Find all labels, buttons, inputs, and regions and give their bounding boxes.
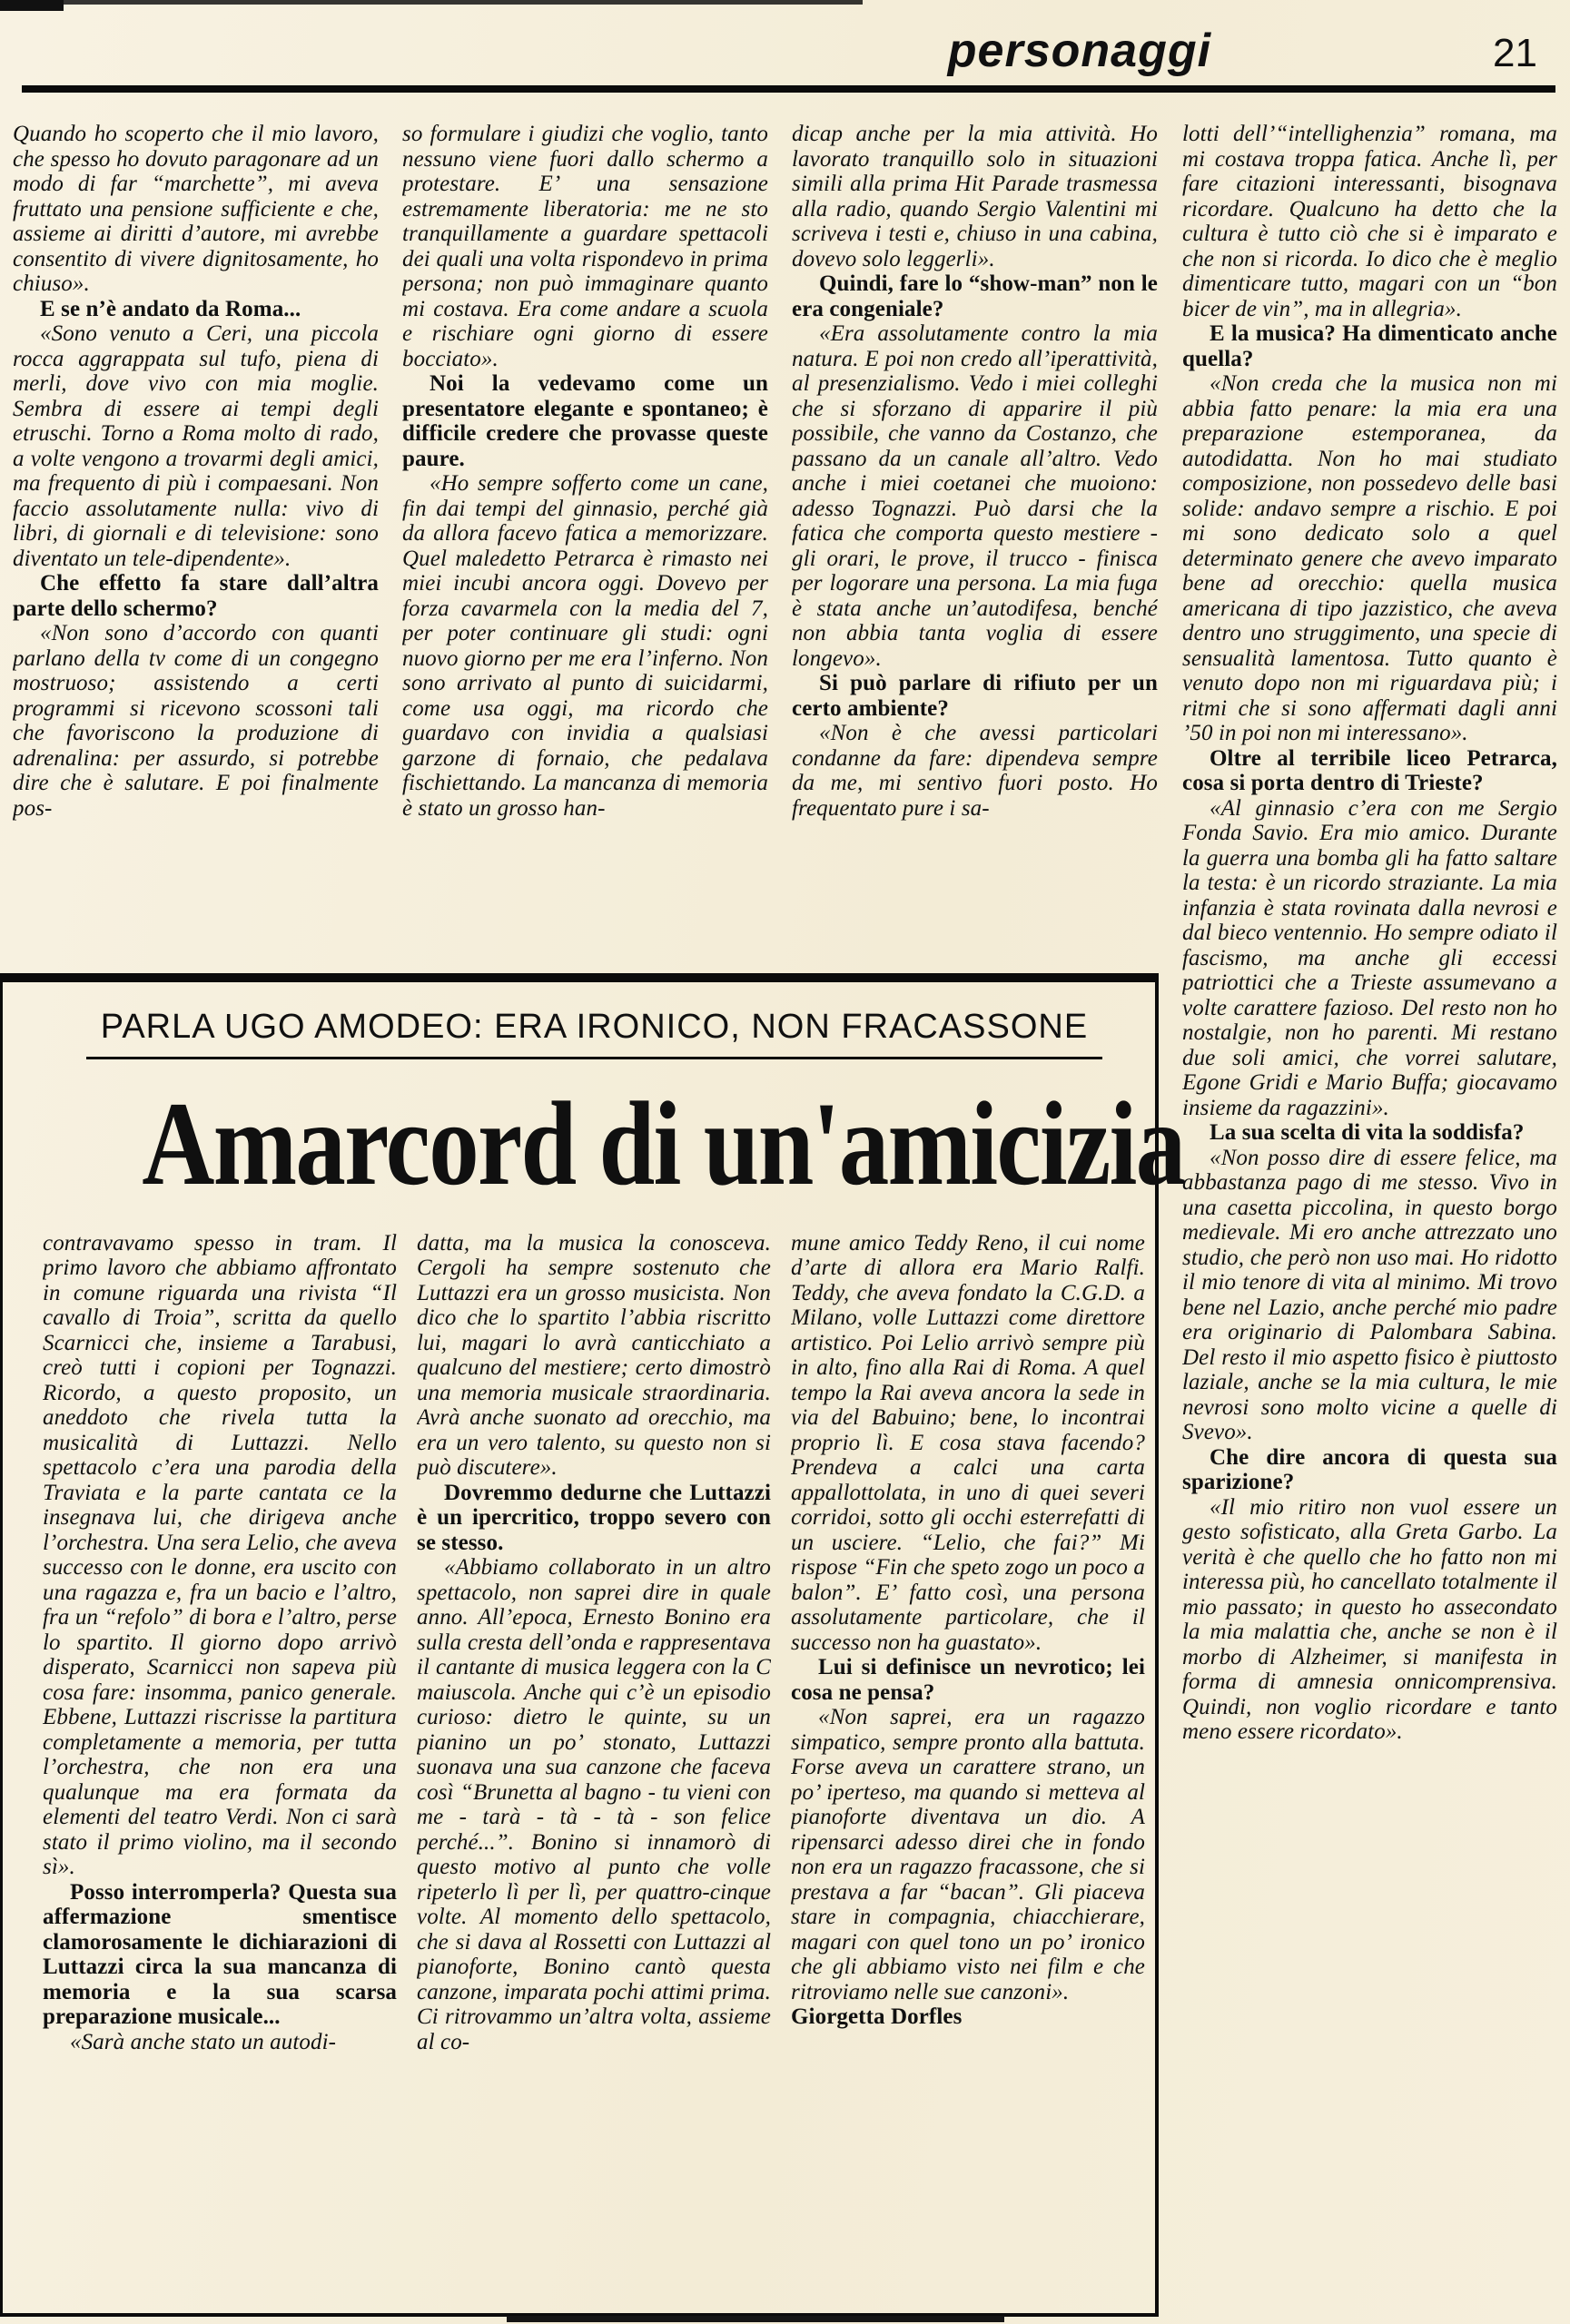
interview-answer: dicap anche per la mia attività. Ho lavorato tranquillo solo in situazioni simili alla prima Hit Parade trasmessa alla radio, quando Sergio Valentini mi scriveva i testi e, chiuso in una cabina, dovevo solo leggerli». (792, 122, 1158, 271)
interview-column-2 (402, 122, 768, 973)
article-headline-text: Amarcord di un'amicizia (142, 1077, 1185, 1210)
section-title: personaggi (947, 25, 1212, 77)
interview-question: Lui si definisce un nevrotico; lei cosa ne pensa? (791, 1655, 1145, 1705)
interview-answer: «Al ginnasio c’era con me Sergio Fonda Savio. Era mio amico. Durante la guerra una bomba gli ha fatto saltare la testa: è un ricordo straziante. La mia infanzia è stata rovinata dalla nevrosi e dal bieco ventennio. Ho sempre odiato il fascismo, ma anche gli eccessi patriottici che a Trieste assumevano a volte carattere fazioso. Del resto non ho nostalgie, non ho parenti. Mi restano due soli amici, che vorrei salutare, Egone Gridi e Mario Buffa; giocavamo insieme da ragazzini». (1182, 795, 1557, 1120)
boxed-article (0, 973, 1185, 2317)
interview-answer: lotti dell’“intellighenzia” romana, ma mi costava troppa fatica. Anche lì, per fare citazioni interessanti, bisognava ricordare. Qualcuno ha detto che la cultura è tutto ciò che si è imparato e che non si ricorda. Io dico che è meglio dimenticare tutto, magari con un “bon bicer de vin”, ma in allegria». (1182, 122, 1557, 321)
interview-question: E la musica? Ha dimenticato anche quella? (1182, 321, 1557, 371)
interview-answer: «Non è che avessi particolari condanne da fare: dipendeva sempre da me, mi sentivo fuori posto. Ho frequentato pure i sa- (792, 721, 1158, 821)
interview-question: Quindi, fare lo “show-man” non le era congeniale? (792, 271, 1158, 321)
article-paragraph: datta, ma la musica la conosceva. Cergoli ha sempre sostenuto che Luttazzi era un grosso musicista. Non dico che lo spartito l’abbia riscritto lui, magari lo avrà canticchiato a qualcuno del mestiere; certo dimostrò una memoria musicale straordinaria. Avrà anche suonato ad orecchio, ma era un vero talento, su questo non si può discutere». (417, 1230, 771, 1481)
interview-answer: so formulare i giudizi che voglio, tanto nessuno viene fuori dallo schermo a protestare. E’ una sensazione estremamente liberatoria: me ne sto tranquillamente a guardare spettacoli dei quali una volta rispondevo in prima persona; non può immaginare quanto mi costava. Era come andare a scuola e rischiare ogni giorno di essere bocciato». (402, 122, 768, 371)
interview-question: Noi la vedevamo come un presentatore elegante e spontaneo; è difficile credere che provasse queste paure. (402, 371, 768, 471)
interview-question: Posso interromperla? Questa sua affermazione smentisce clamorosamente le dichiarazioni di Luttazzi circa la sua mancanza di memoria e la sua scarsa preparazione musicale... (43, 1879, 397, 2030)
interview-answer: «Non posso dire di essere felice, ma abbastanza pago di me stesso. Vivo in una casetta piccolina, in questo borgo medievale. Mi ero anche attrezzato uno studio, che però non uso mai. Ho ridotto il mio tenore di vita al minimo. Mi trovo bene nel Lazio, anche perché mio padre era originario di Palombara Sabina. Del resto il mio aspetto fisico è piuttosto laziale, anche se la mia cultura, le mie nevrosi sono molto vicine a quelle di Svevo». (1182, 1145, 1557, 1444)
interview-question: E se n’è andato da Roma... (40, 296, 301, 321)
article-column-1 (43, 1231, 397, 2299)
interview-answer: «Era assolutamente contro la mia natura. E poi non credo all’iperattività, al presenzialismo. Vedo i miei colleghi che si sforzano di apparire il più possibile, che vanno da Costanzo, che passano da un canale all’altro. Vedo anche i miei coetanei che muoiono: adesso Tognazzi. Può darsi che la fatica che comporta questo mestiere - gli orari, le prove, il trucco - finisca per logorare una persona. La mia fuga è stata anche un’autodifesa, benché non abbia tanta voglia di essere longevo». (792, 321, 1158, 671)
article-kicker-row (43, 1008, 1146, 1059)
interview-answer: «Non sono d’accordo con quanti parlano della tv come di un congegno mostruoso; assistendo a certi programmi si ricevono scossoni tali che favoriscono la produzione di adrenalina: per assurdo, si potrebbe dire che è salutare. E poi finalmente pos- (13, 621, 379, 821)
article-body (43, 1231, 1146, 2299)
interview-column-3 (792, 122, 1158, 973)
scan-corner-artifact (0, 0, 64, 11)
bottom-edge-mark (507, 2316, 1004, 2322)
interview-answer: «Abbiamo collaborato in un altro spettacolo, non saprei dire in quale anno. All’epoca, Ernesto Bonino era sulla cresta dell’onda e rappresentava il cantante di musica leggera con la C maiuscola. Anche qui c’è un episodio curioso: dietro le quinte, su un pianino un po’ stonato, Luttazzi suonava una sua canzone che faceva così “Brunetta al bagno - tu vieni con me - tarà - tà - tà - son felice perché...”. Bonino si innamorò di questo motivo al punto che volle ripeterlo lì per lì, per quattro-cinque volte. Al momento dello spettacolo, che si dava al Rossetti con Luttazzi al pianoforte, Bonino cantò questa canzone, imparata pochi attimi prima. Ci ritrovammo un’altra volta, assieme al co- (417, 1555, 771, 2054)
interview-column-4 (1182, 122, 1557, 2317)
interview-answer: «Ho sempre sofferto come un cane, fin dai tempi del ginnasio, perché già da allora facevo fatica a memorizzare. Quel maledetto Petrarca è rimasto nei miei incubi ancora oggi. Dovevo per forza cavarmela con la media del 7, per poter continuare gli studi: ogni nuovo giorno per me era l’inferno. Non sono arrivato al punto di suicidarmi, come usa oggi, ma ricordo che guardavo con invidia a qualsiasi garzone di fornaio, che pedalava fischiettando. La mancanza di memoria è stato un grosso han- (402, 471, 768, 821)
left-zone (13, 122, 1185, 2317)
interview-question: Si può parlare di rifiuto per un certo ambiente? (792, 671, 1158, 721)
article-column-3 (791, 1231, 1145, 2299)
interview-column-1 (13, 122, 379, 973)
interview-question: Che effetto fa stare dall’altra parte dello schermo? (13, 571, 379, 621)
interview-question: Dovremmo dedurne che Luttazzi è un ipercritico, troppo severo con se stesso. (417, 1480, 771, 1555)
interview-answer: «Sarà anche stato un autodi- (70, 2029, 337, 2054)
article-paragraph: contravavamo spesso in tram. Il primo lavoro che abbiamo affrontato in comune riguarda una rivista “Il cavallo di Troia”, scritta da quello Scarnicci che, insieme a Tarabusi, creò tutti i copioni per Tognazzi. Ricordo, a questo proposito, un aneddoto che rivela tutta la musicalità di Luttazzi. Nello spettacolo c’era una parodia della Traviata e la parte cantata ce la insegnava lui, che dirigeva anche l’orchestra. Una sera Lelio, che aveva successo con le donne, era uscito con una ragazza e, fra un bacio e l’altro, fra un “refolo” di bora e l’altro, perse lo spartito. Il giorno dopo arrivò disperato, Scarnicci non sapeva più cosa fare: insomma, panico generale. Ebbene, Luttazzi riscrisse la partitura completamente a memoria, per tutta l’orchestra, che non era una qualunque ma era formata da elementi del teatro Verdi. Non ci sarà stato il primo violino, ma il secondo sì». (43, 1230, 397, 1880)
interview-answer: «Sono venuto a Ceri, una piccola rocca aggrappata sul tufo, piena di merli, dove vivo con mia moglie. Sembra di essere ai tempi degli etruschi. Torno a Roma molto di rado, a volte vengono a trovarmi degli amici, ma frequento di più i compaesani. Non faccio assolutamente nulla: vivo di libri, di giornali e di televisione: sono diventato un tele-dipendente». (13, 321, 379, 571)
article-kicker: PARLA UGO AMODEO: ERA IRONICO, NON FRACASSONE (86, 1008, 1102, 1059)
byline: Giorgetta Dorfles (791, 2004, 963, 2030)
page-content (0, 122, 1570, 2317)
interview-question: Oltre al terribile liceo Petrarca, cosa si porta dentro di Trieste? (1182, 745, 1557, 795)
interview-top-section (13, 122, 1159, 973)
article-column-2 (417, 1231, 771, 2299)
article-paragraph: mune amico Teddy Reno, il cui nome d’arte di allora era Mario Ralfi. Teddy, che aveva fondato la C.G.D. a Milano, volle Luttazzi come direttore artistico. Poi Lelio arrivò sempre più in alto, fino alla Rai di Roma. A quel tempo la Rai aveva ancora la sede in via del Babuino; bene, lo incontrai proprio lì. E cosa stava facendo? Prendeva a calci una carta appallottolata, in uno di quei severi corridoi, sotto gli occhi esterrefatti di un usciere. “Lelio, che fai?” Mi rispose “Fin che speto zogo un poco a balon”. E’ fatto così, una persona assolutamente particolare, che il successo non ha guastato». (791, 1230, 1145, 1655)
page-header (0, 0, 1570, 78)
interview-answer: «Il mio ritiro non vuol essere un gesto sofisticato, alla Greta Garbo. La verità è che quello che ho fatto non mi interessa più, ho cancellato totalmente il mio passato; in questo ho assecondato la mia malattia che, anche se non è il morbo di Alzheimer, si manifesta in forma di amnesia onnicomprensiva. Quindi, non voglio ricordare e tanto meno essere ricordato». (1182, 1494, 1557, 1744)
article-headline (43, 1077, 1185, 1210)
interview-answer: «Non saprei, era un ragazzo simpatico, sempre pronto alla battuta. Forse aveva un carattere strano, un po’ iperteso, ma quando si metteva al pianoforte diventava un dio. A ripensarci adesso direi che in fondo non era un ragazzo fracassone, che si prestava a far “bacan”. Gli piaceva stare in compagnia, chiacchierare, magari con quel tono un po’ ironico che gli abbiamo visto nei film e che ritroviamo nelle sue canzoni». (791, 1705, 1145, 2004)
interview-question: Che dire ancora di questa sua sparizione? (1182, 1444, 1557, 1494)
scan-edge-artifact (0, 0, 863, 5)
interview-answer: Quando ho scoperto che il mio lavoro, che spesso ho dovuto paragonare ad un modo di far “marchette”, mi aveva fruttato una pensione sufficiente e che, assieme ai diritti d’autore, mi avrebbe consentito di vivere dignitosamente, ho chiuso». (13, 122, 379, 296)
interview-answer: «Non creda che la musica non mi abbia fatto penare: la mia era una preparazione estemporanea, da autodidatta. Non ho mai studiato composizione, non possedevo delle basi solide: andavo sempre a rischio. E poi mi sono dedicato solo a quel determinato genere che avevo imparato bene ad orecchio: quella musica americana di tipo jazzistico, che aveva dentro uno struggimento, una specie di sensualità lamentosa. Tutto quanto è venuto dopo non mi riguardava più; i ritmi che si sono affermati dagli anni ’50 in poi non mi interessano». (1182, 371, 1557, 745)
page-number: 21 (1493, 31, 1537, 75)
interview-question: La sua scelta di vita la soddisfa? (1210, 1120, 1525, 1145)
header-rule (22, 85, 1555, 93)
